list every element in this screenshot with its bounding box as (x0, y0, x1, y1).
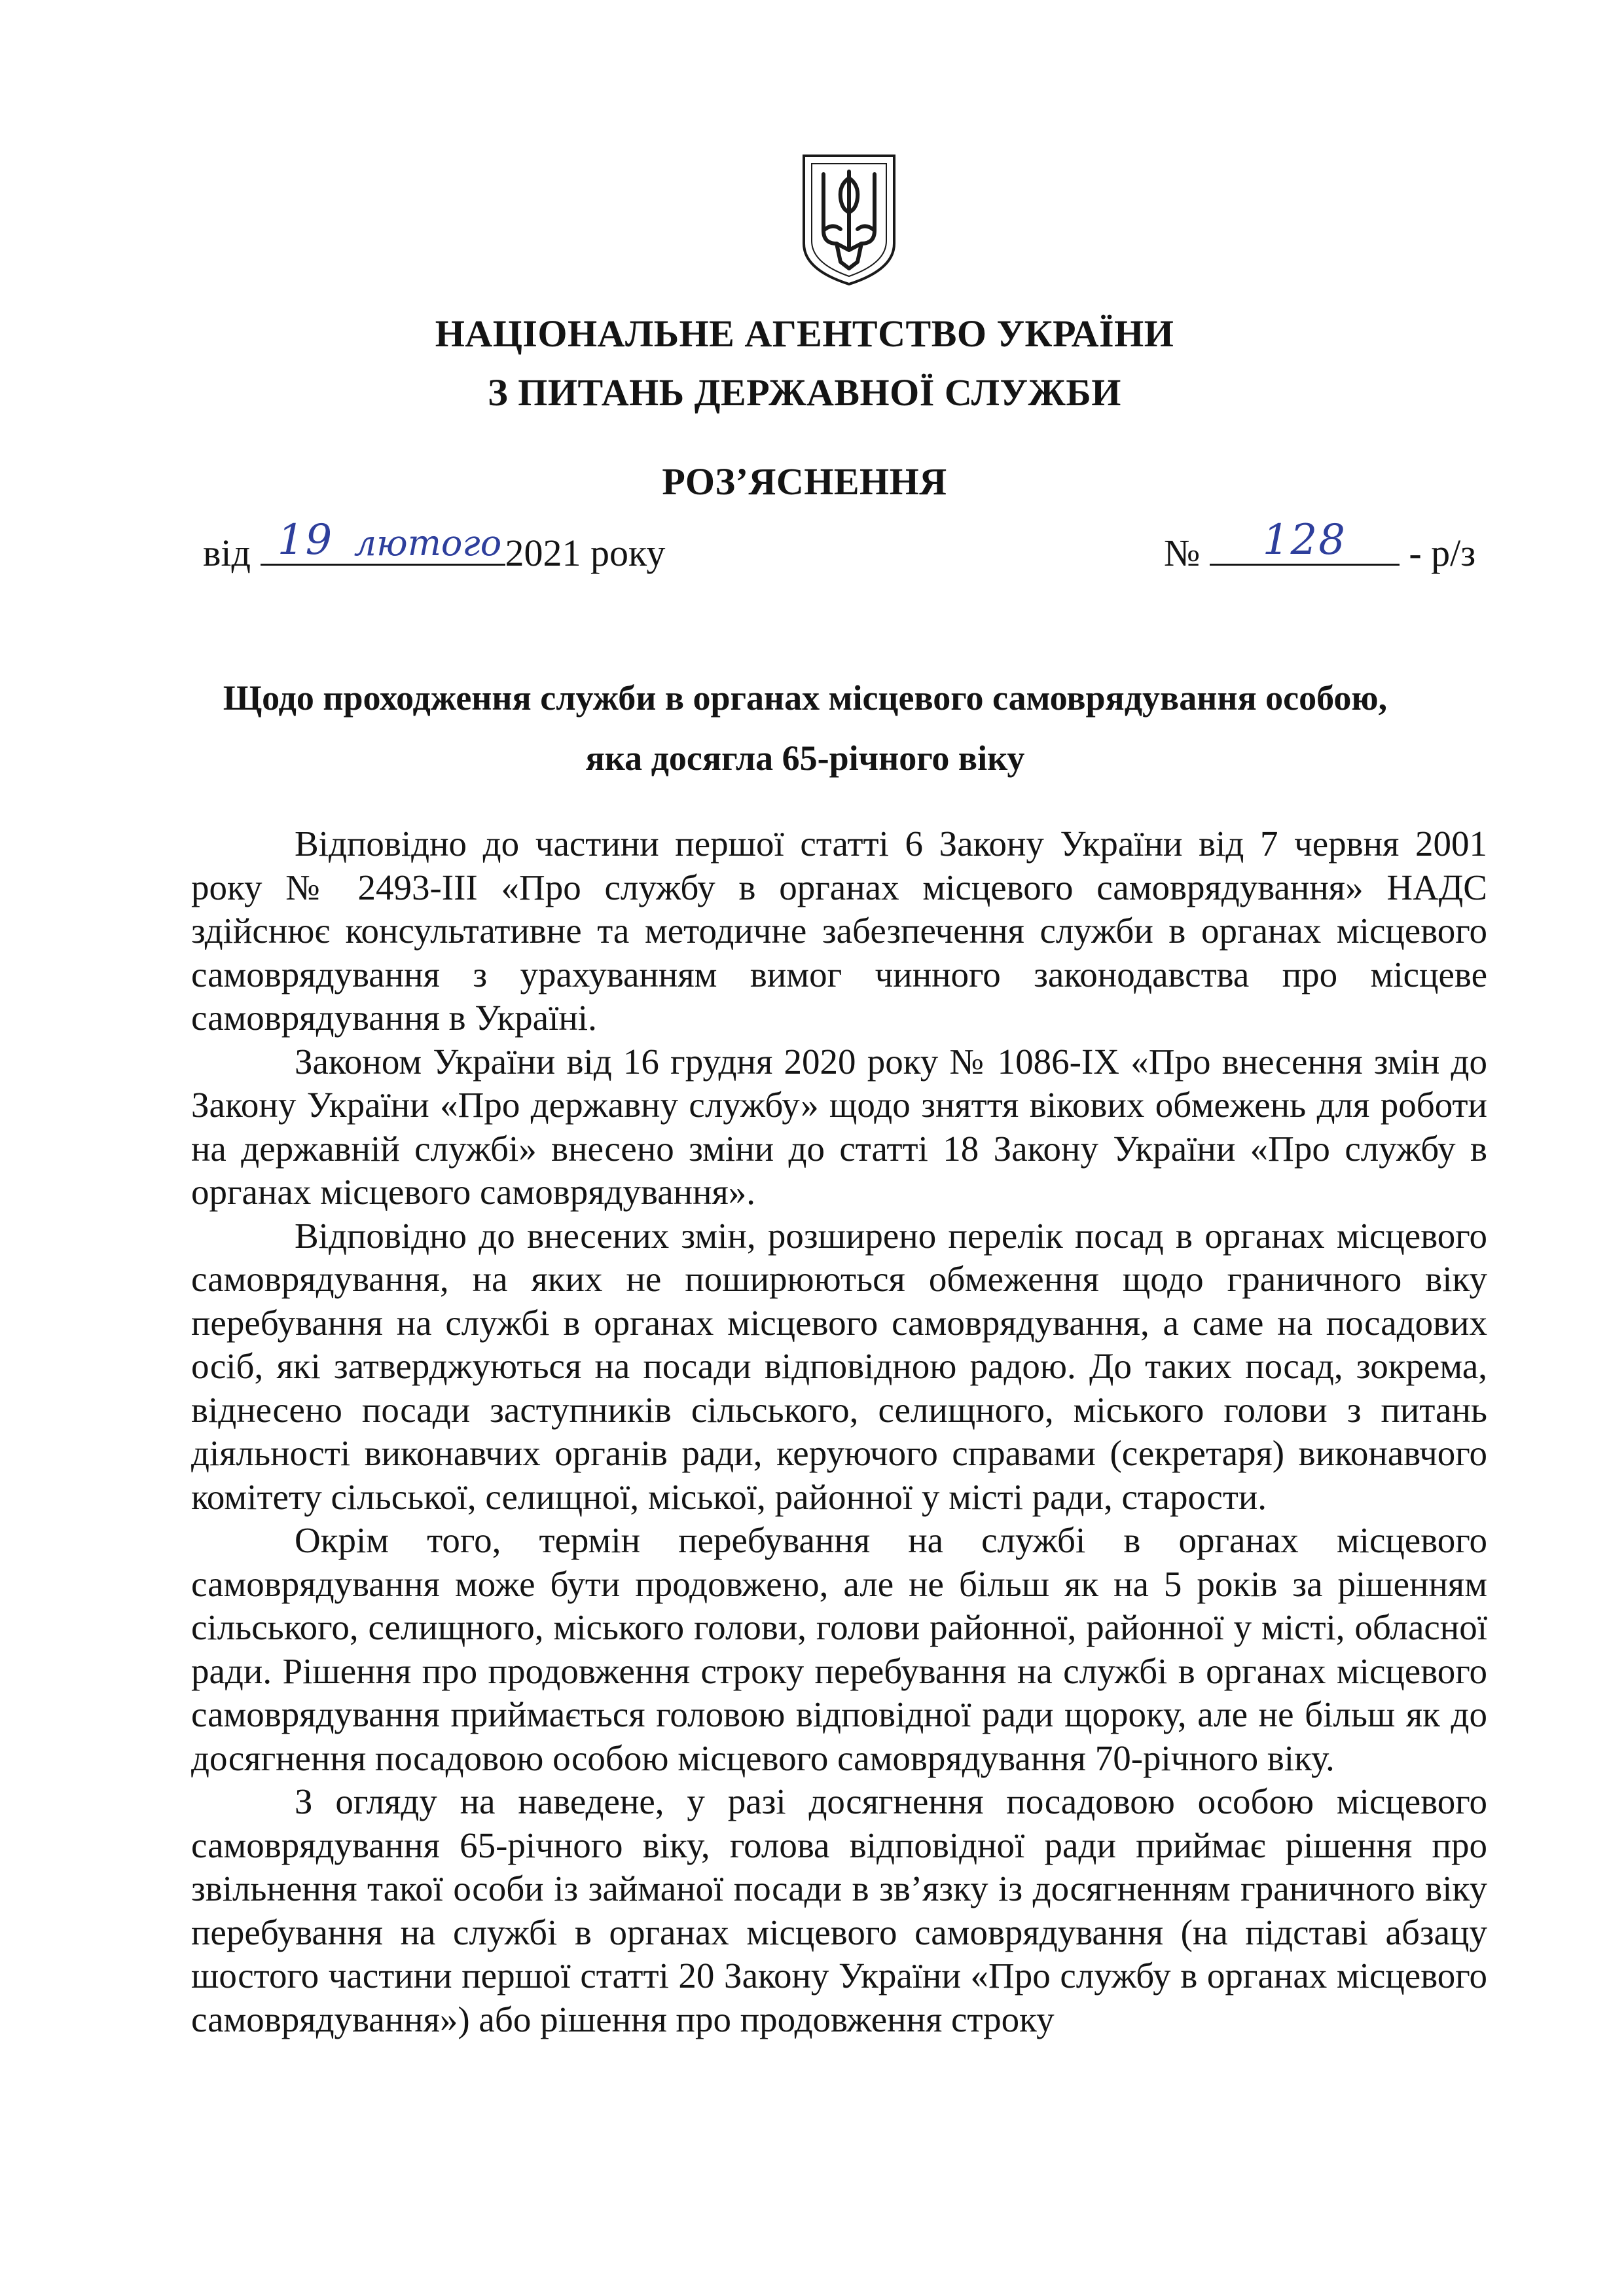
body-paragraph: Відповідно до частини першої статті 6 Закону України від 7 червня 2001 року № 2493-III «Про службу в органах місцевого самоврядування» НАДС здійснює консультативне та методичне забезпечення служби в органах місцевого самоврядування з урахуванням вимог чинного законодавства про місцеве самоврядування в Україні. (191, 824, 1487, 1038)
date-month-field (351, 522, 505, 566)
body-paragraph: Законом України від 16 грудня 2020 року № 1086-IX «Про внесення змін до Закону України «Про державну службу» щодо зняття вікових обмежень для роботи на державній службі» внесено зміни до статті 18 Закону України «Про службу в органах місцевого самоврядування». (191, 1041, 1487, 1212)
date-month-handwritten: лютого (353, 522, 502, 564)
organization-name-line2: З ПИТАНЬ ДЕРЖАВНОЇ СЛУЖБИ (488, 371, 1121, 414)
organization-name-line1: НАЦІОНАЛЬНЕ АГЕНТСТВО УКРАЇНИ (435, 312, 1174, 355)
document-type-title: РОЗ’ЯСНЕННЯ (662, 460, 947, 503)
body-paragraph: З огляду на наведене, у разі досягнення посадовою особою місцевого самоврядування 65-річного віку, голова відповідної ради приймає рішення про звільнення такої особи із займаної посади в зв’язку із досягненням граничного віку перебування на службі в органах місцевого самоврядування (на підставі абзацу шостого частини першої статті 20 Закону України «Про службу в органах місцевого самоврядування») або рішення про продовження строку (191, 1781, 1487, 2039)
date-day-field (261, 516, 351, 566)
subject-line2: яка досягла 65-річного віку (585, 738, 1025, 778)
number-field (1210, 516, 1400, 566)
subject-line1: Щодо проходження служби в органах місцевого самоврядування особою, (223, 678, 1388, 718)
trident-coat-of-arms-icon (800, 152, 898, 288)
document-date (203, 516, 666, 579)
document-body (191, 822, 1487, 2041)
number-handwritten: 128 (1262, 516, 1347, 564)
number-prefix: № (1164, 532, 1201, 574)
date-prefix: від (203, 532, 251, 574)
date-year: 2021 року (505, 532, 666, 574)
document-number (1164, 516, 1476, 579)
body-paragraph: Окрім того, термін перебування на службі в органах місцевого самоврядування може бути продовжено, але не більш як на 5 років за рішенням сільського, селищного, міського голови, голови районної, районної у місті, обласної ради. Рішення про продовження строку перебування на службі в органах місцевого самоврядування приймається головою відповідної ради щороку, але не більш як до досягнення посадовою особою місцевого самоврядування 70-річного віку. (191, 1520, 1487, 1778)
document-subject (196, 668, 1414, 788)
date-day-handwritten: 19 (277, 516, 334, 564)
body-paragraph: Відповідно до внесених змін, розширено перелік посад в органах місцевого самоврядування, на яких не поширюються обмеження щодо граничного віку перебування на службі в органах місцевого самоврядування, а саме на посадових осіб, які затверджуються на посади відповідною радою. До таких посад, зокрема, віднесено посади заступників сільського, селищного, міського голови з питань діяльності виконавчих органів ради, керуючого справами (секретаря) виконавчого комітету сільської, селищної, міської, районної у місті ради, старости. (191, 1215, 1487, 1517)
number-suffix: - р/з (1409, 532, 1476, 574)
